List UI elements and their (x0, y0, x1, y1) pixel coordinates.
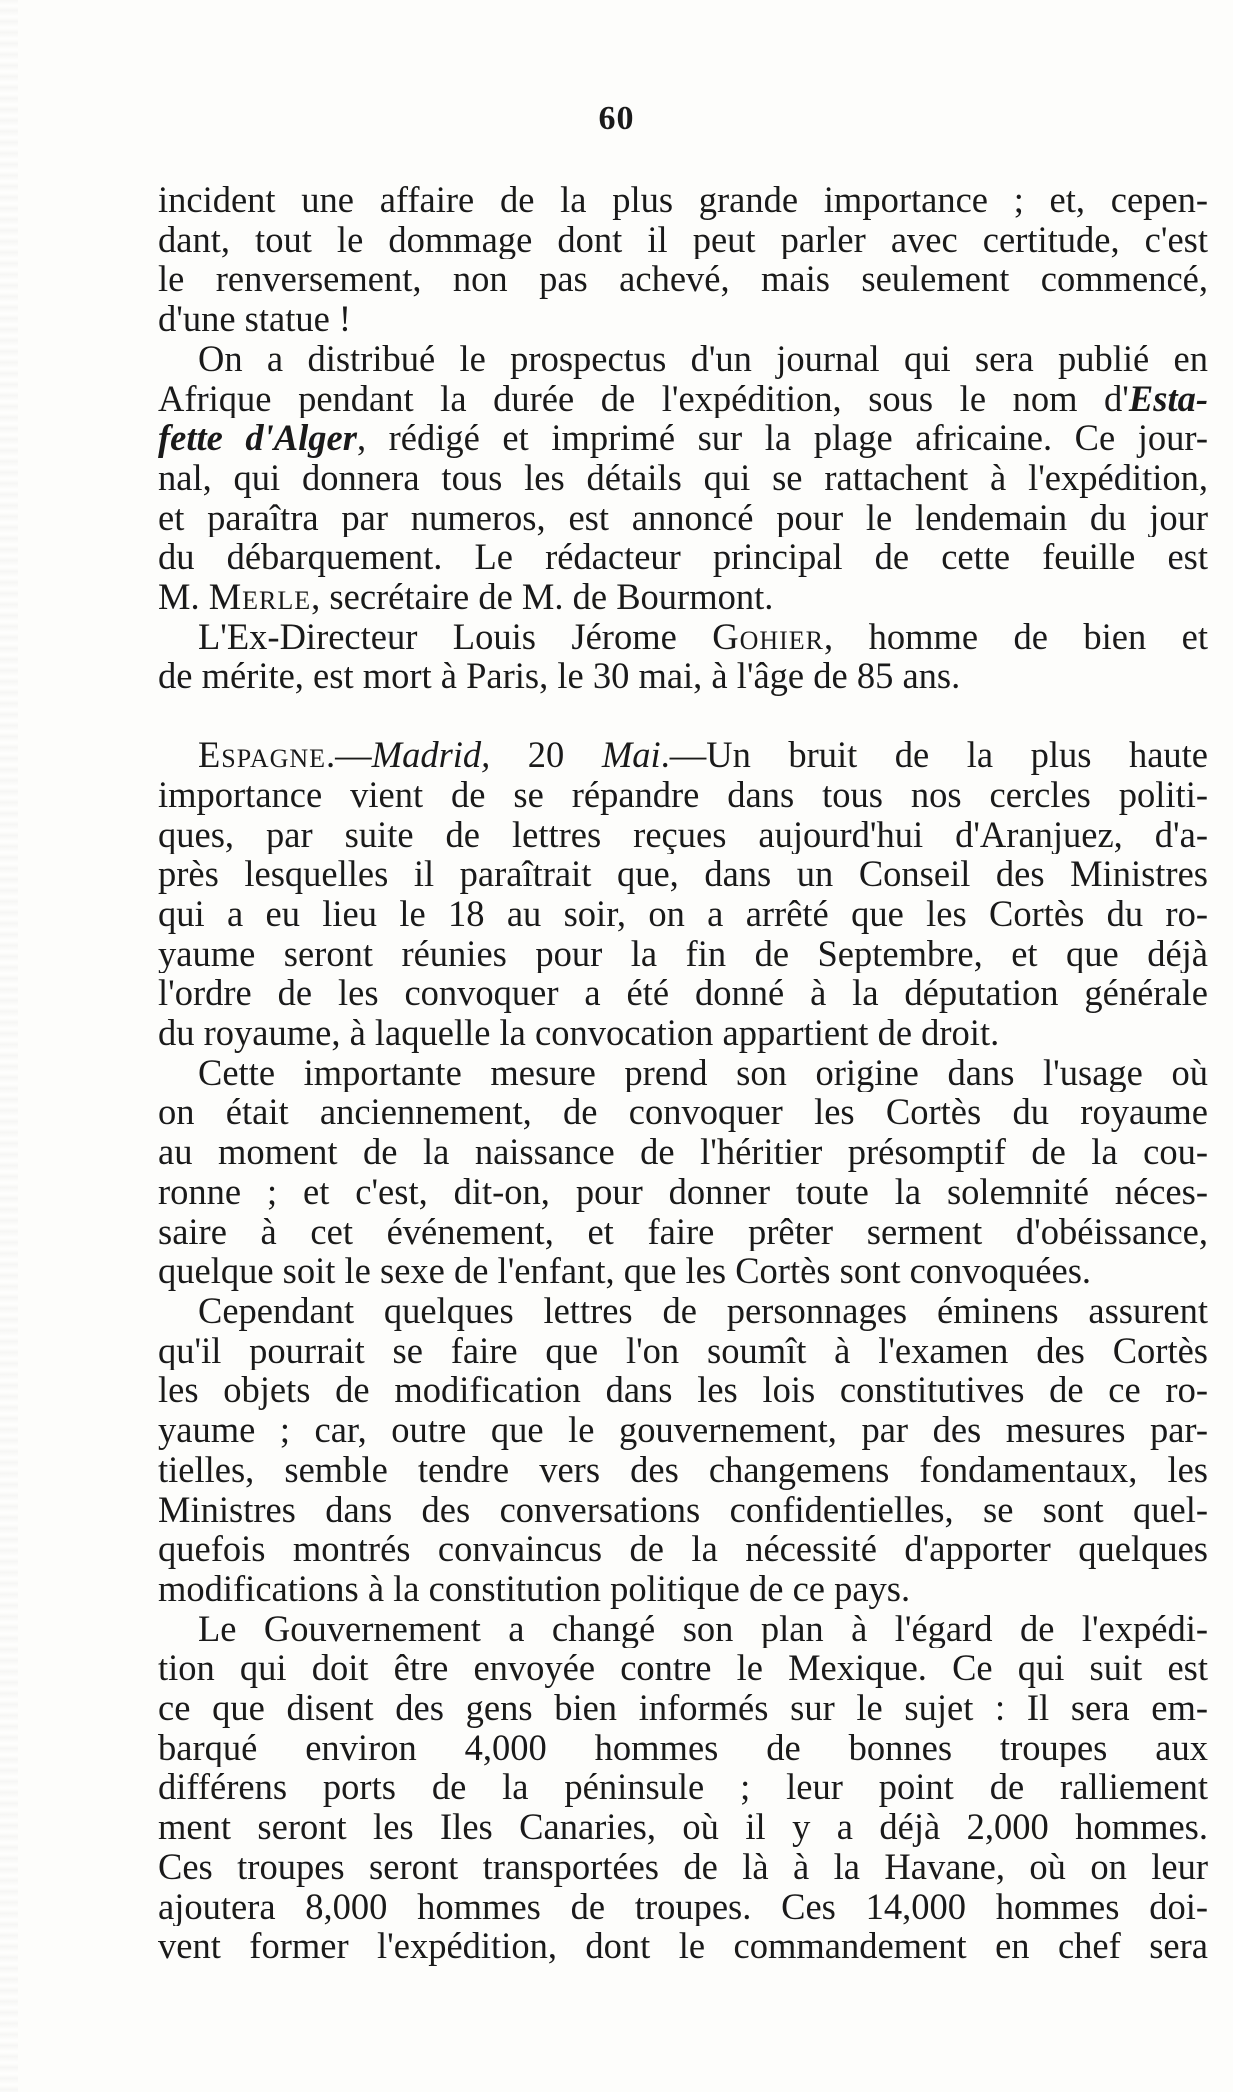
text-line: On a distribué le prospectus d'un journal qui sera publié en (198, 338, 1208, 379)
text-line: l'ordre de les convoquer a été donné à la députation générale (158, 973, 1208, 1014)
page-number: 60 (598, 100, 635, 137)
text-line: dant, tout le dommage dont il peut parler avec certitude, c'est (158, 219, 1208, 260)
text-line: Cette importante mesure prend son origine dans l'usage où (198, 1052, 1208, 1093)
text-line: Cependant quelques lettres de personnages éminens assurent (198, 1290, 1208, 1331)
text-line: Ministres dans des conversations confidentielles, se sont quel- (158, 1489, 1208, 1530)
text-line: d'une statue ! (158, 299, 352, 339)
text-line: tion qui doit être envoyée contre le Mexique. Ce qui suit est (158, 1648, 1208, 1689)
text-line: ce que disent des gens bien informés sur le sujet : Il sera em- (158, 1688, 1208, 1728)
paragraph-statue (158, 180, 1208, 339)
text-line: yaume ; car, outre que le gouvernement, par des mesures par- (158, 1410, 1208, 1450)
body-text (158, 180, 1208, 1966)
text-line: les objets de modification dans les lois constitutives de ce ro- (158, 1370, 1208, 1411)
text-line: ronne ; et c'est, dit-on, pour donner toute la solemnité néces- (158, 1171, 1208, 1212)
journal-name: Esta- (1128, 378, 1208, 419)
paragraph-journal (158, 339, 1208, 696)
text-line: ajoutera 8,000 hommes de troupes. Ces 14,000 hommes doi- (158, 1886, 1208, 1927)
text-line: quelque soit le sexe de l'enfant, que les Cortès sont convoquées. (158, 1251, 1092, 1291)
paragraph-mexique-expedition (158, 1609, 1208, 1966)
text-line: barqué environ 4,000 hommes de bonnes troupes aux (158, 1727, 1208, 1768)
text-line: importance vient de se répandre dans tous nos cercles politi- (158, 774, 1208, 815)
text-line: incident une affaire de la plus grande importance ; et, cepen- (158, 180, 1208, 220)
text-line: yaume seront réunies pour la fin de Septembre, et que déjà (158, 933, 1208, 974)
director-name: Gohier (712, 616, 825, 657)
text-line: vent former l'expédition, dont le commandement en chef sera (158, 1926, 1208, 1966)
text-line: quefois montrés convaincus de la nécessité d'apporter quelques (158, 1529, 1208, 1569)
text-line: ment seront les Iles Canaries, où il y a déjà 2,000 hommes. (158, 1807, 1208, 1847)
paragraph-espagne (158, 735, 1208, 1053)
text-line: modifications à la constitution politique de ce pays. (158, 1568, 911, 1609)
paragraph-modifications (158, 1291, 1208, 1609)
text-line: M. Merle, secrétaire de M. de Bourmont. (158, 577, 774, 617)
text-line: Ces troupes seront transportées de là à la Havane, où on leur (158, 1846, 1208, 1887)
editor-name: Merle (208, 577, 312, 617)
dateline-month: Mai (601, 735, 661, 775)
text-line: tielles, semble tendre vers des changemens fondamentaux, les (158, 1449, 1208, 1490)
text-line: fette d'Alger, rédigé et imprimé sur la plage africaine. Ce jour- (158, 418, 1208, 458)
text-line: L'Ex-Directeur Louis Jérome Gohier, homme de bien et (198, 616, 1208, 657)
text-line: qu'il pourrait se faire que l'on soumît à l'examen des Cortès (158, 1330, 1208, 1371)
text-line: du royaume, à laquelle la convocation appartient de droit. (158, 1013, 1000, 1053)
text-line: près lesquelles il paraîtrait que, dans un Conseil des Ministres (158, 854, 1208, 894)
scan-edge-shadow (0, 0, 18, 2092)
text-line: qui a eu lieu le 18 au soir, on a arrêté que les Cortès du ro- (158, 893, 1208, 934)
text-line: on était anciennement, de convoquer les Cortès du royaume (158, 1092, 1208, 1133)
text-line: de mérite, est mort à Paris, le 30 mai, à l'âge de 85 ans. (158, 656, 961, 697)
text-line: ques, par suite de lettres reçues aujourd'hui d'Aranjuez, d'a- (158, 814, 1208, 855)
dateline-city: Madrid, (371, 735, 491, 775)
journal-name-cont: fette d'Alger (158, 418, 357, 458)
text-line: Le Gouvernement a changé son plan à l'égard de l'expédi- (198, 1608, 1208, 1649)
text-line: et paraîtra par numeros, est annoncé pour le lendemain du jour (158, 497, 1208, 538)
country-name: Espagne (198, 735, 327, 775)
paragraph-cortes-origin (158, 1053, 1208, 1291)
dateline: Espagne.—Madrid, 20 Mai.—Un bruit de la plus haute (198, 735, 1208, 775)
text-line: nal, qui donnera tous les détails qui se rattachent à l'expédition, (158, 457, 1208, 498)
text-line: le renversement, non pas achevé, mais seulement commencé, (158, 259, 1208, 300)
text-line: du débarquement. Le rédacteur principal de cette feuille est (158, 537, 1208, 578)
text-line: différens ports de la péninsule ; leur point de ralliement (158, 1767, 1208, 1808)
text-line: au moment de la naissance de l'héritier présomptif de la cou- (158, 1132, 1208, 1172)
text-line: Afrique pendant la durée de l'expédition, sous le nom d'Esta- (158, 378, 1208, 419)
text-line: saire à cet événement, et faire prêter serment d'obéissance, (158, 1211, 1208, 1252)
